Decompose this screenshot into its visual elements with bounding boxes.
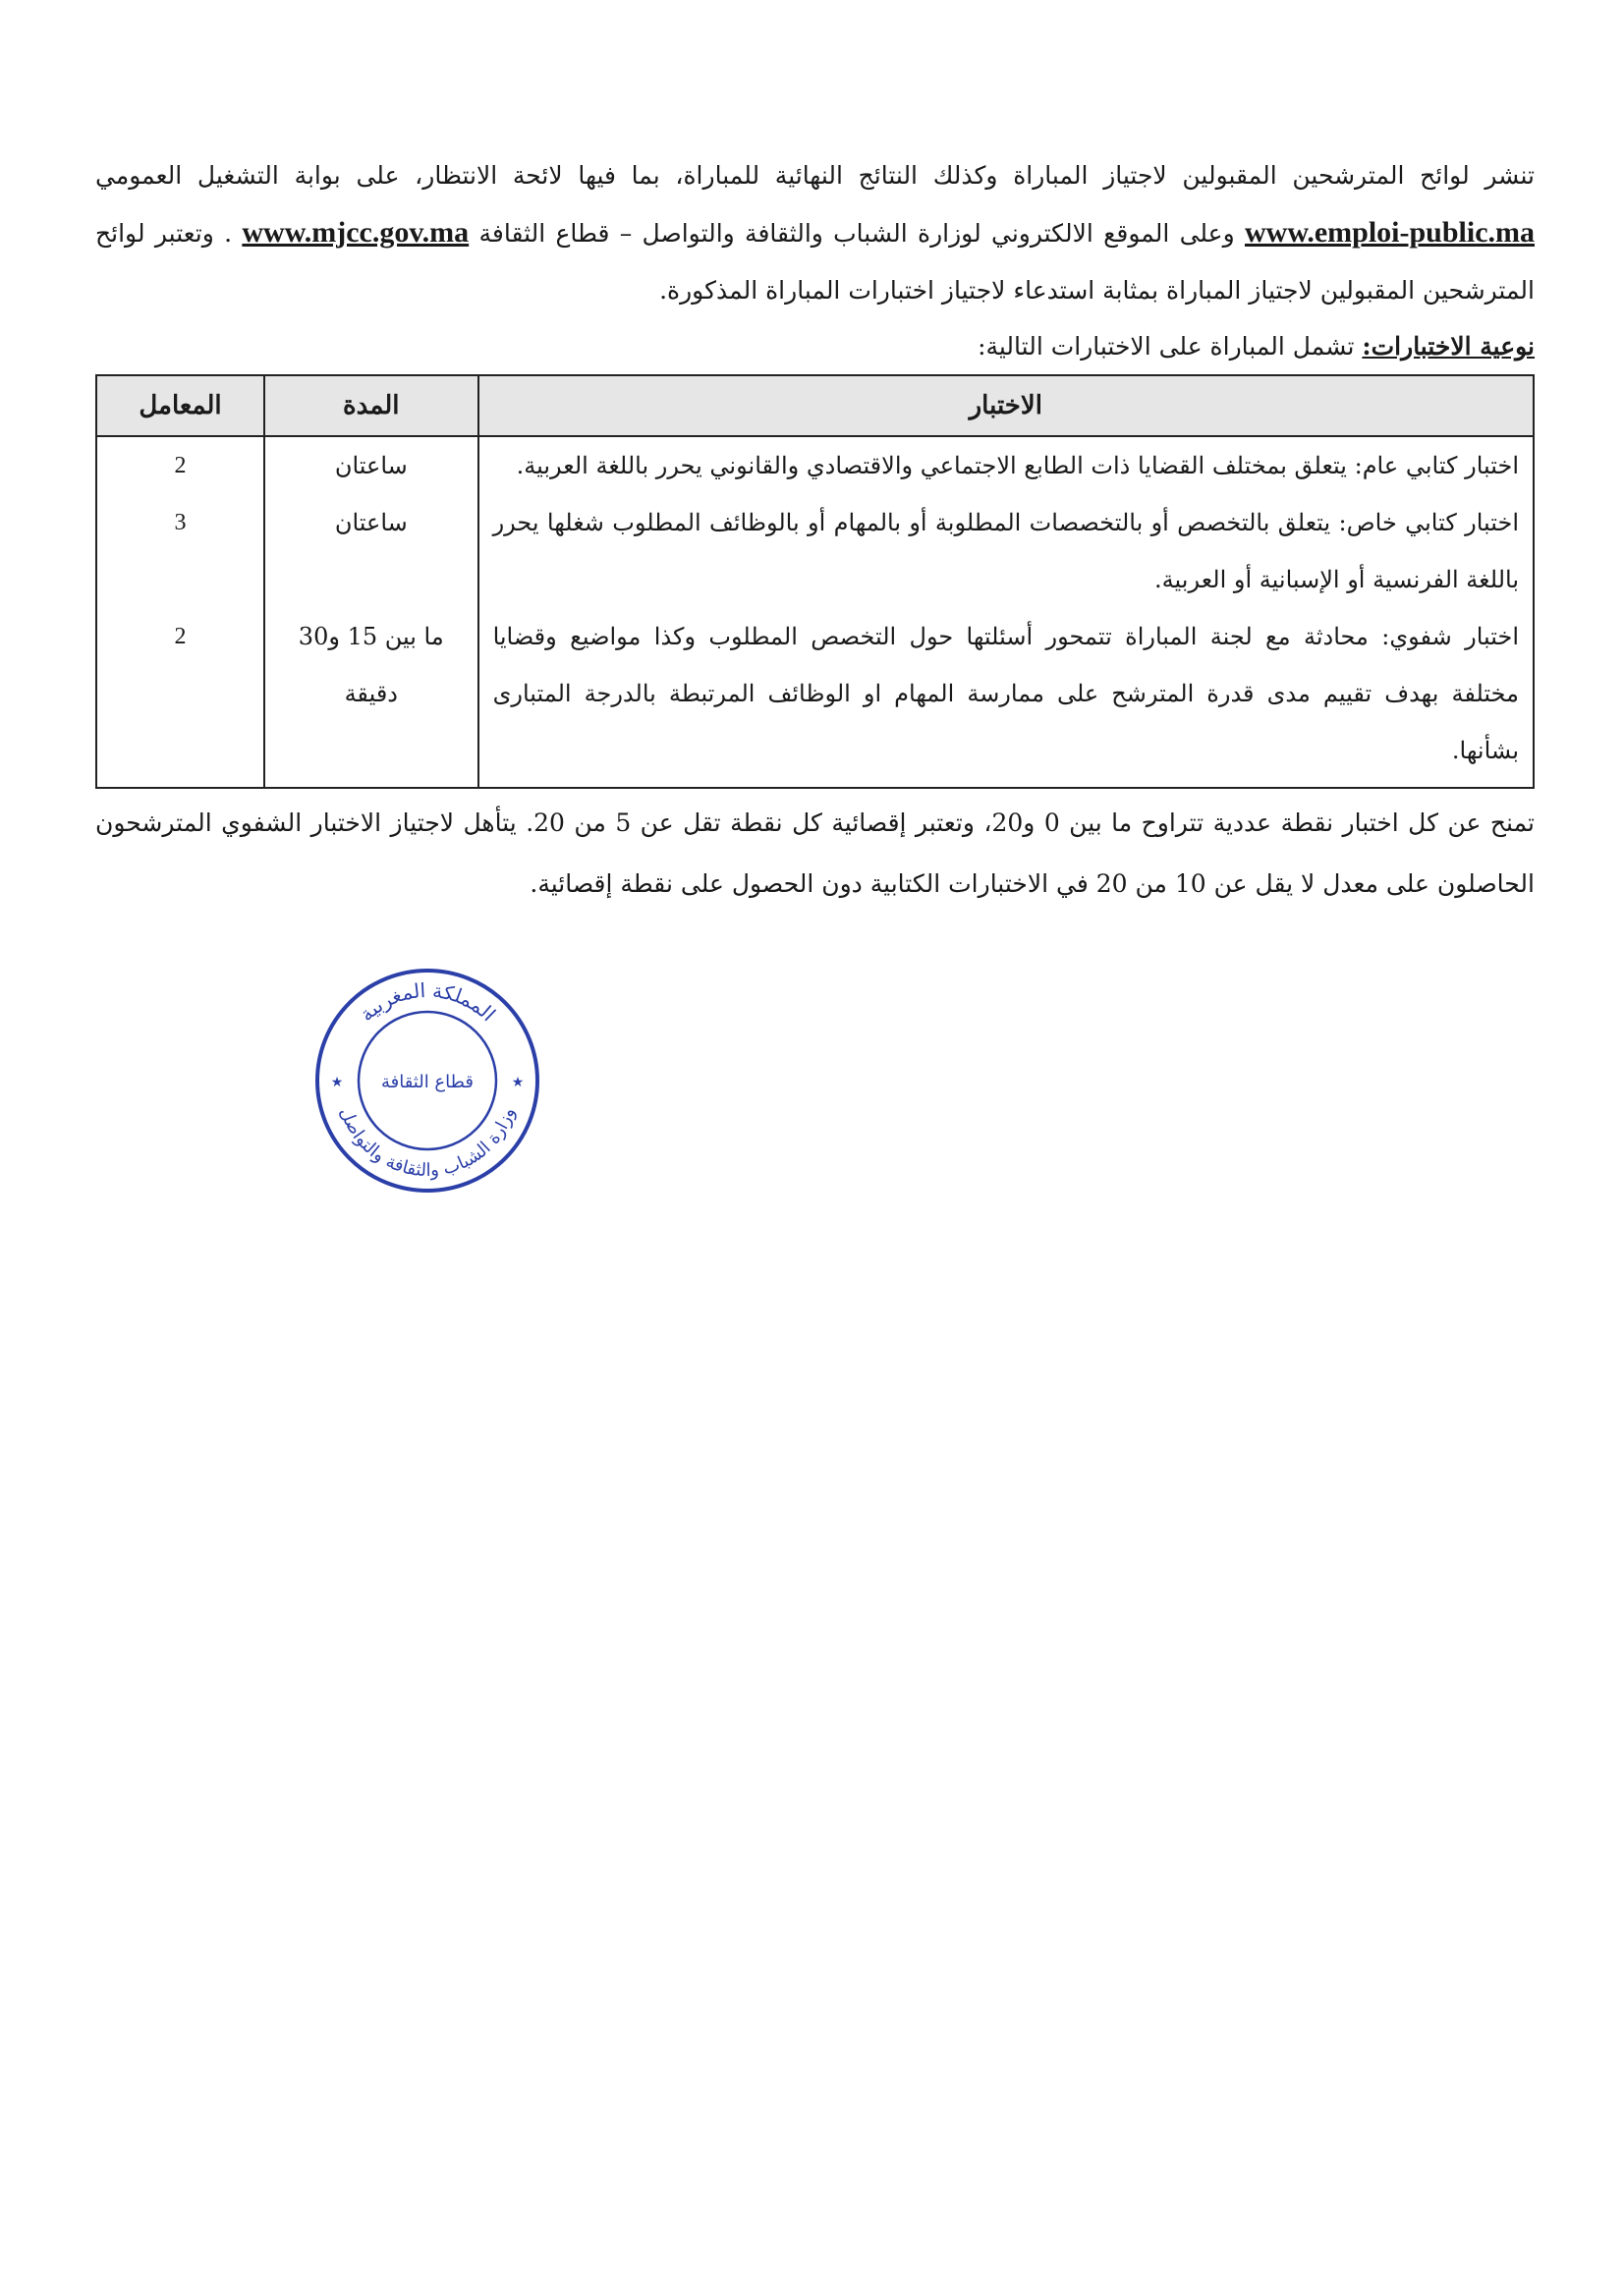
tests-heading: نوعية الاختبارات: [1362,332,1535,361]
test-description: اختبار كتابي خاص: يتعلق بالتخصص أو بالتخصصات المطلوبة أو بالمهام أو بالوظائف المطلوب شغلها يحرر باللغة الفرنسية أو الإسبانية أو العربية. [478,494,1534,608]
test-coefficient: 2 [96,436,264,494]
tests-table [95,374,1535,789]
intro-line1: تنشر لوائح المترشحين المقبولين لاجتياز المباراة وكذلك النتائج النهائية للمباراة، بما فيها لائحة الانتظار، على بوابة التشغيل العمومي [95,161,1535,190]
intro-line3: . وتعتبر لوائح المترشحين المقبولين لاجتياز المباراة بمثابة استدعاء لاجتياز اختبارات المباراة المذكورة. [95,219,1535,305]
test-duration: ما بين 15 و30 دقيقة [264,608,478,788]
test-coefficient: 3 [96,494,264,608]
header-duration: المدة [264,375,478,436]
table-row [96,608,1534,788]
tests-section-title [95,323,1535,370]
stamp-bottom-text: وزارة الشباب والثقافة والتواصل [335,1104,520,1181]
mjcc-link[interactable]: www.mjcc.gov.ma [242,216,470,249]
stamp-center-text: قطاع الثقافة [380,1072,475,1092]
emploi-public-link[interactable]: www.emploi-public.ma [1244,216,1536,249]
test-duration: ساعتان [264,494,478,608]
document-page [95,147,1535,915]
table-row [96,494,1534,608]
intro-paragraph [95,147,1535,319]
test-duration: ساعتان [264,436,478,494]
stamp-top-text: المملكة المغربية [355,977,501,1027]
test-description: اختبار كتابي عام: يتعلق بمختلف القضايا ذات الطابع الاجتماعي والاقتصادي والقانوني يحرر باللغة العربية. [478,436,1534,494]
intro-line2: وعلى الموقع الالكتروني لوزارة الشباب والثقافة والتواصل – قطاع الثقافة [478,219,1235,248]
tests-subheading: تشمل المباراة على الاختبارات التالية: [978,332,1355,361]
test-description: اختبار شفوي: محادثة مع لجنة المباراة تتمحور أسئلتها حول التخصص المطلوب وكذا مواضيع وقضايا مختلفة بهدف تقييم مدى قدرة المترشح على ممارسة المهام او الوظائف المرتبطة بالدرجة المتبارى بشأنها. [478,608,1534,788]
table-header-row [96,375,1534,436]
header-test: الاختبار [478,375,1534,436]
official-stamp [309,963,545,1198]
header-coefficient: المعامل [96,375,264,436]
grading-paragraph: تمنح عن كل اختبار نقطة عددية تتراوح ما بين 0 و20، وتعتبر إقصائية كل نقطة تقل عن 5 من 20. يتأهل لاجتياز الاختبار الشفوي المترشحون الحاصلون على معدل لا يقل عن 10 من 20 في الاختبارات الكتابية دون الحصول على نقطة إقصائية. [95,808,1535,898]
test-coefficient: 2 [96,608,264,788]
table-row [96,436,1534,494]
stamp-star-icon: ★ [511,1075,525,1090]
stamp-star-icon: ★ [330,1075,344,1090]
